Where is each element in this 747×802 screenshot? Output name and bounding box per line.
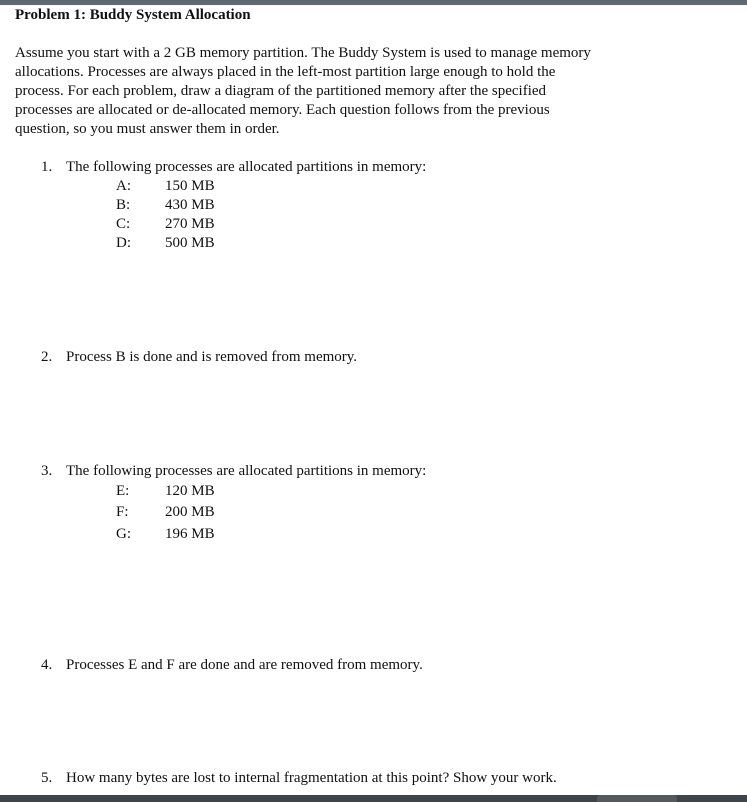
question-number: 3. <box>41 463 53 479</box>
process-size: 430 MB <box>165 197 215 213</box>
question-number: 2. <box>41 349 53 365</box>
process-size: 120 MB <box>165 483 215 499</box>
bottom-scroll-shade <box>597 795 677 802</box>
process-label: E: <box>116 483 130 499</box>
question-text: The following processes are allocated partitions in memory: <box>66 159 427 175</box>
process-size: 150 MB <box>165 178 215 194</box>
process-size: 200 MB <box>165 504 215 520</box>
question-1 <box>41 158 426 177</box>
question-text: How many bytes are lost to internal fragmentation at this point? Show your work. <box>66 770 557 786</box>
process-label: G: <box>116 526 131 542</box>
question-text: Process B is done and is removed from memory. <box>66 349 358 365</box>
top-border <box>0 0 747 5</box>
process-size: 270 MB <box>165 216 215 232</box>
process-label: D: <box>116 235 131 251</box>
question-number: 5. <box>41 770 53 786</box>
question-2 <box>41 348 357 367</box>
process-label: A: <box>116 178 131 194</box>
process-label: F: <box>116 504 129 520</box>
process-label: C: <box>116 216 131 232</box>
question-text: The following processes are allocated partitions in memory: <box>66 463 427 479</box>
question-4 <box>41 656 423 675</box>
intro-line: processes are allocated or de-allocated memory. Each question follows from the previous <box>15 102 550 118</box>
intro-line: allocations. Processes are always placed in the left-most partition large enough to hold the <box>15 64 556 80</box>
question-number: 4. <box>41 657 53 673</box>
question-3 <box>41 462 426 481</box>
process-size: 196 MB <box>165 526 215 542</box>
process-label: B: <box>116 197 131 213</box>
question-number: 1. <box>41 159 53 175</box>
intro-line: Assume you start with a 2 GB memory partition. The Buddy System is used to manage memory <box>15 45 591 61</box>
intro-line: process. For each problem, draw a diagram of the partitioned memory after the specified <box>15 83 547 99</box>
question-text: Processes E and F are done and are removed from memory. <box>66 657 423 673</box>
question-5 <box>41 769 557 788</box>
bottom-border <box>0 795 747 802</box>
intro-line: question, so you must answer them in order. <box>15 121 280 137</box>
process-size: 500 MB <box>165 235 215 251</box>
problem-title: Problem 1: Buddy System Allocation <box>15 7 251 23</box>
intro-paragraph <box>15 44 675 139</box>
